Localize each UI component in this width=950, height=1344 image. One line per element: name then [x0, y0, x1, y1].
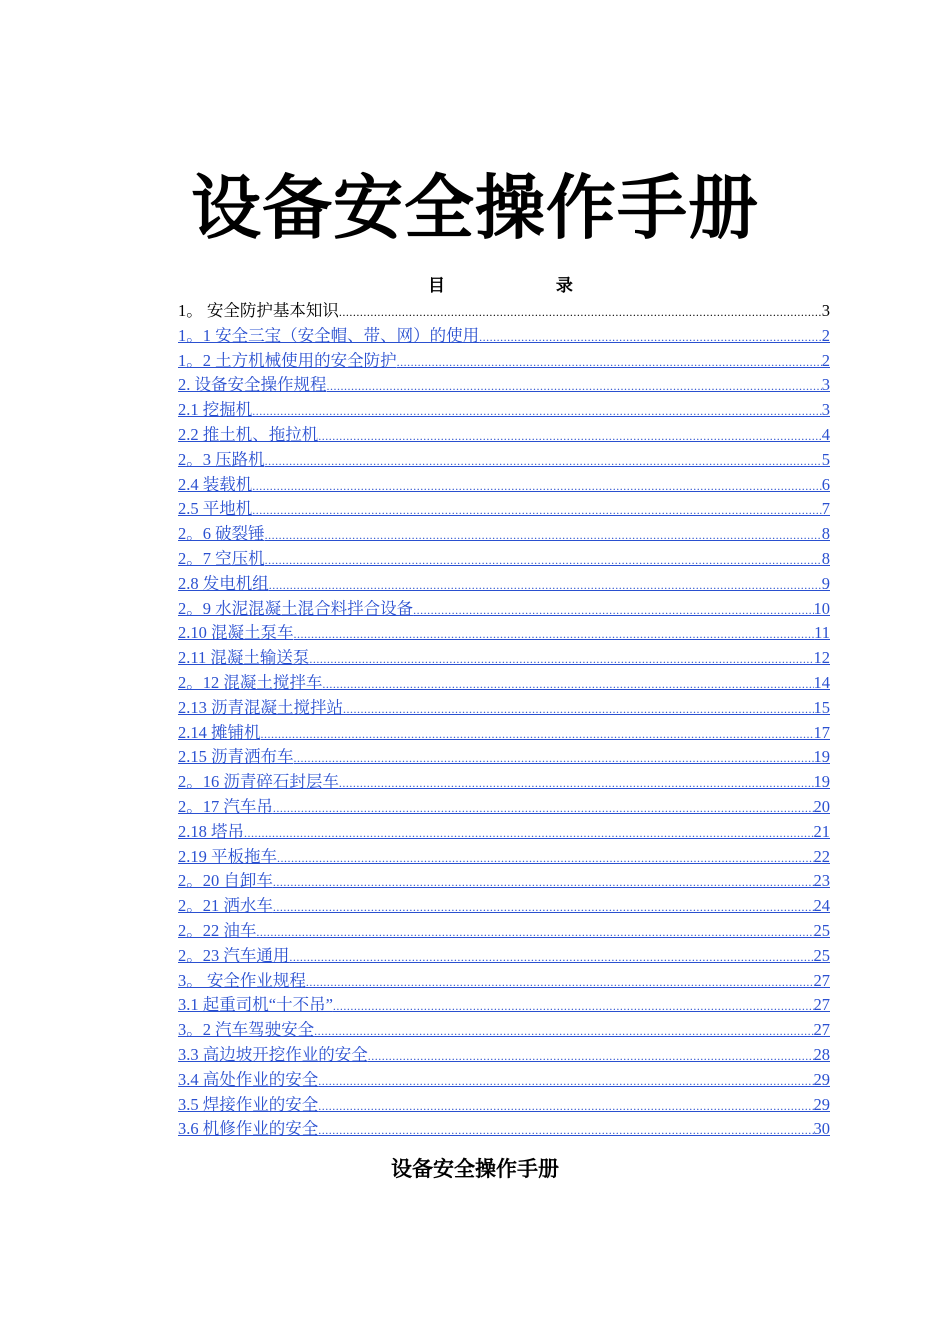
toc-entry-page-number: 17 — [813, 722, 830, 742]
toc-entry[interactable] — [178, 572, 830, 597]
toc-entry[interactable] — [178, 1018, 830, 1043]
toc-dot-leader — [306, 970, 814, 994]
toc-entry-page-number: 11 — [814, 623, 830, 643]
toc-entry[interactable] — [178, 1093, 830, 1118]
toc-dot-leader — [256, 920, 813, 944]
toc-dot-leader — [277, 846, 814, 870]
toc-entry-label: 3.6 机修作业的安全 — [178, 1119, 319, 1139]
toc-entry-label: 3.4 高处作业的安全 — [178, 1069, 319, 1089]
toc-dot-leader — [265, 548, 822, 572]
toc-entry[interactable] — [178, 423, 830, 448]
toc-entry-label: 2。7 空压机 — [178, 548, 265, 568]
toc-dot-leader — [294, 622, 815, 646]
toc-entry-label: 2.15 沥青洒布车 — [178, 747, 294, 767]
toc-entry-page-number: 27 — [813, 995, 830, 1015]
toc-entry-page-number: 23 — [813, 871, 830, 891]
toc-entry-label: 2.14 摊铺机 — [178, 722, 261, 742]
toc-entry[interactable] — [178, 969, 830, 994]
toc-entry-label: 2. 设备安全操作规程 — [178, 375, 327, 395]
toc-entry-label: 2。23 汽车通用 — [178, 945, 290, 965]
toc-dot-leader — [273, 796, 814, 820]
toc-dot-leader — [318, 1094, 813, 1118]
toc-entry[interactable] — [178, 324, 830, 349]
document-title: 设备安全操作手册 — [191, 166, 759, 249]
toc-dot-leader — [318, 424, 822, 448]
toc-entry-page-number: 12 — [813, 648, 830, 668]
toc-entry-page-number: 20 — [813, 796, 830, 816]
toc-entry-page-number: 2 — [821, 325, 830, 345]
toc-entry-page-number: 28 — [813, 1044, 830, 1064]
toc-dot-leader — [318, 1118, 813, 1142]
toc-dot-leader — [368, 1044, 814, 1068]
section-title: 设备安全操作手册 — [391, 1157, 559, 1181]
toc-dot-leader — [265, 523, 822, 547]
toc-entry[interactable] — [178, 1117, 830, 1142]
toc-entry[interactable] — [178, 894, 830, 919]
table-of-contents — [178, 299, 830, 1142]
toc-entry-page-number: 27 — [813, 970, 830, 990]
toc-entry-label: 2。20 自卸车 — [178, 871, 273, 891]
toc-entry-page-number: 9 — [821, 573, 830, 593]
toc-entry[interactable] — [178, 398, 830, 423]
toc-entry[interactable] — [178, 497, 830, 522]
toc-entry[interactable] — [178, 770, 830, 795]
toc-entry-label: 2。16 沥青碎石封层车 — [178, 772, 339, 792]
toc-entry-page-number: 22 — [813, 846, 830, 866]
toc-entry-page-number: 5 — [821, 449, 830, 469]
toc-dot-leader — [252, 474, 822, 498]
toc-entry-label: 2。22 油车 — [178, 920, 257, 940]
toc-dot-leader — [252, 498, 822, 522]
toc-entry-label: 3。 安全作业规程 — [178, 970, 306, 990]
toc-dot-leader — [244, 821, 814, 845]
toc-entry-label: 2.11 混凝土输送泵 — [178, 648, 310, 668]
toc-dot-leader — [289, 945, 813, 969]
toc-entry-label: 2.4 装载机 — [178, 474, 253, 494]
toc-entry[interactable] — [178, 696, 830, 721]
toc-entry[interactable] — [178, 448, 830, 473]
toc-dot-leader — [273, 870, 814, 894]
toc-entry-page-number: 25 — [813, 920, 830, 940]
toc-entry-label: 2.10 混凝土泵车 — [178, 623, 294, 643]
toc-entry[interactable] — [178, 869, 830, 894]
toc-entry-page-number: 19 — [813, 747, 830, 767]
toc-dot-leader — [322, 672, 813, 696]
toc-entry-page-number: 7 — [821, 499, 830, 519]
toc-entry-page-number: 10 — [813, 598, 830, 618]
toc-entry[interactable] — [178, 1043, 830, 1068]
toc-entry-page-number: 8 — [821, 548, 830, 568]
toc-entry-page-number: 3 — [821, 375, 830, 395]
toc-entry[interactable] — [178, 1068, 830, 1093]
toc-entry[interactable] — [178, 820, 830, 845]
toc-entry-label: 3.1 起重司机“十不吊” — [178, 995, 333, 1015]
toc-entry[interactable] — [178, 944, 830, 969]
toc-entry-label: 3。2 汽车驾驶安全 — [178, 1020, 315, 1040]
toc-entry[interactable] — [178, 845, 830, 870]
toc-entry[interactable] — [178, 671, 830, 696]
toc-entry-label: 3.5 焊接作业的安全 — [178, 1094, 319, 1114]
toc-entry-label: 2。12 混凝土搅拌车 — [178, 672, 323, 692]
toc-entry-label: 2。9 水泥混凝土混合料拌合设备 — [178, 598, 414, 618]
toc-dot-leader — [397, 350, 822, 374]
toc-entry-page-number: 25 — [813, 945, 830, 965]
toc-entry[interactable] — [178, 721, 830, 746]
toc-dot-leader — [273, 895, 814, 919]
toc-dot-leader — [327, 374, 822, 398]
toc-entry-label: 2。6 破裂锤 — [178, 524, 265, 544]
toc-entry[interactable] — [178, 993, 830, 1018]
toc-entry[interactable] — [178, 373, 830, 398]
toc-entry-page-number: 6 — [821, 474, 830, 494]
toc-entry-page-number: 3 — [821, 301, 830, 320]
toc-entry-label: 2。21 洒水车 — [178, 896, 273, 916]
toc-dot-leader — [252, 399, 822, 423]
toc-dot-leader — [333, 994, 814, 1018]
toc-entry[interactable] — [178, 795, 830, 820]
toc-entry-label: 2。3 压路机 — [178, 449, 265, 469]
toc-entry-page-number: 29 — [813, 1069, 830, 1089]
toc-entry-page-number: 3 — [821, 400, 830, 420]
toc-entry-page-number: 14 — [813, 672, 830, 692]
toc-entry-page-number: 19 — [813, 772, 830, 792]
toc-entry-label: 2.2 推土机、拖拉机 — [178, 424, 319, 444]
toc-entry-page-number: 27 — [813, 1020, 830, 1040]
toc-entry — [178, 299, 830, 324]
toc-entry[interactable] — [178, 646, 830, 671]
toc-dot-leader — [265, 449, 822, 473]
toc-entry-label: 1。 安全防护基本知识 — [178, 301, 339, 320]
toc-entry-page-number: 30 — [813, 1119, 830, 1139]
toc-entry-label: 1。2 土方机械使用的安全防护 — [178, 350, 397, 370]
toc-entry[interactable] — [178, 597, 830, 622]
toc-entry-page-number: 29 — [813, 1094, 830, 1114]
toc-entry-label: 2.19 平板拖车 — [178, 846, 277, 866]
toc-entry-page-number: 21 — [813, 821, 830, 841]
toc-dot-leader — [339, 300, 822, 324]
toc-dot-leader — [479, 325, 822, 349]
toc-dot-leader — [413, 598, 813, 622]
toc-entry[interactable] — [178, 919, 830, 944]
toc-entry-label: 2。17 汽车吊 — [178, 796, 273, 816]
toc-entry[interactable] — [178, 547, 830, 572]
toc-dot-leader — [343, 697, 814, 721]
toc-entry-page-number: 2 — [821, 350, 830, 370]
toc-dot-leader — [261, 722, 814, 746]
toc-dot-leader — [294, 746, 814, 770]
toc-entry[interactable] — [178, 745, 830, 770]
toc-entry-label: 2.8 发电机组 — [178, 573, 269, 593]
toc-entry[interactable] — [178, 473, 830, 498]
toc-heading: 目 录 — [428, 276, 573, 296]
toc-entry[interactable] — [178, 349, 830, 374]
toc-entry-label: 2.5 平地机 — [178, 499, 253, 519]
toc-entry-page-number: 4 — [821, 424, 830, 444]
toc-dot-leader — [314, 1019, 813, 1043]
toc-entry-label: 2.1 挖掘机 — [178, 400, 253, 420]
toc-dot-leader — [309, 647, 813, 671]
toc-entry-label: 3.3 高边坡开挖作业的安全 — [178, 1044, 368, 1064]
toc-dot-leader — [339, 771, 814, 795]
toc-entry-label: 1。1 安全三宝（安全帽、带、网）的使用 — [178, 325, 480, 345]
toc-entry-label: 2.13 沥青混凝土搅拌站 — [178, 697, 343, 717]
toc-entry-page-number: 15 — [813, 697, 830, 717]
toc-entry-page-number: 8 — [821, 524, 830, 544]
toc-entry[interactable] — [178, 621, 830, 646]
toc-dot-leader — [269, 573, 822, 597]
toc-entry-label: 2.18 塔吊 — [178, 821, 244, 841]
toc-dot-leader — [318, 1069, 813, 1093]
toc-entry[interactable] — [178, 522, 830, 547]
toc-entry-page-number: 24 — [813, 896, 830, 916]
